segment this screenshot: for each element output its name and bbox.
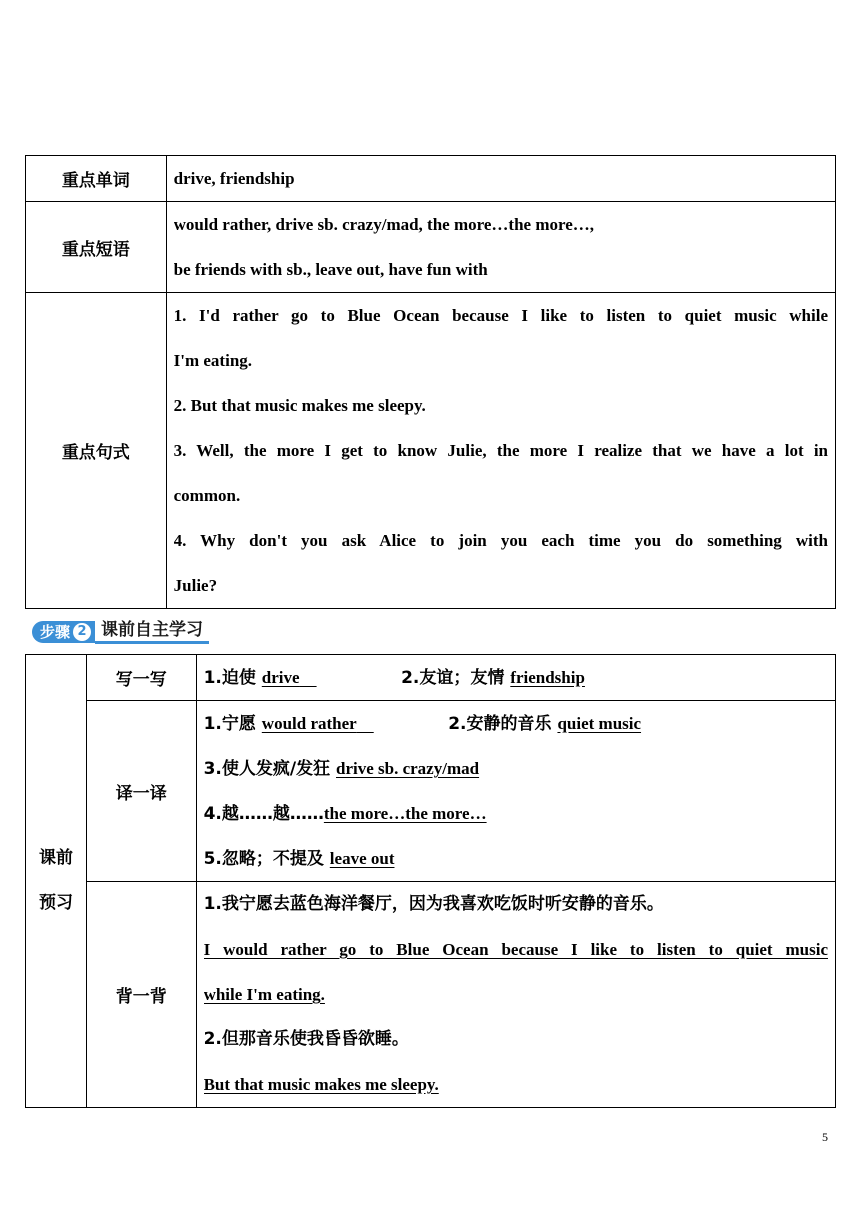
sentence-line: 3. Well, the more I get to know Julie, the more I realize that we have a lot in [173, 441, 828, 460]
translate-answer-3: drive sb. crazy/mad [336, 759, 480, 778]
translate-label: 译一译 [86, 701, 196, 882]
step-badge [32, 621, 95, 643]
section-label-line-2: 预习 [38, 893, 73, 913]
table-row [26, 701, 836, 882]
step-number: 2 [73, 623, 91, 641]
sentence-line: 4. Why don't you ask Alice to join you each time you do something with [173, 531, 828, 550]
write-label: 写一写 [86, 655, 196, 701]
section-label [26, 655, 87, 1108]
translate-answer-1: would rather [261, 714, 357, 733]
translate-prompt-4: 4.越……越…… [203, 804, 324, 824]
row-label-phrases: 重点短语 [26, 202, 167, 293]
sentence-line: Julie? [173, 576, 218, 595]
table-row [26, 882, 836, 1108]
phrases-line-2: be friends with sb., leave out, have fun with [173, 260, 488, 279]
sentence-line: 1. I'd rather go to Blue Ocean because I like to listen to quiet music while [173, 306, 828, 325]
sentence-line: 2. But that music makes me sleepy. [173, 396, 426, 415]
write-prompt-1: 1.迫使 [203, 668, 262, 688]
translate-prompt-3: 3.使人发疯/发狂 [203, 759, 336, 779]
table-row [26, 655, 836, 701]
step-prefix: 步骤 [40, 623, 71, 641]
write-prompt-2: 2.友谊；友情 [401, 668, 511, 688]
section-label-line-1: 课前 [38, 848, 73, 868]
translate-prompt-2: 2.安静的音乐 [448, 714, 558, 734]
step-banner [32, 620, 209, 644]
recite-sentence-2-en: But that music makes me sleepy. [203, 1075, 439, 1094]
key-words-text: drive, friendship [173, 169, 295, 188]
phrases-line-1: would rather, drive sb. crazy/mad, the more…the more…, [173, 215, 595, 234]
key-points-table [25, 155, 836, 609]
recite-sentence-2-cn: 2.但那音乐使我昏昏欲睡。 [203, 1029, 409, 1049]
translate-prompt-1: 1.宁愿 [203, 714, 262, 734]
write-answer-1: drive [261, 668, 300, 687]
translate-prompt-5: 5.忽略；不提及 [203, 849, 330, 869]
row-label-words: 重点单词 [26, 156, 167, 202]
table-row [26, 293, 836, 609]
table-row [26, 202, 836, 293]
sentence-line: common. [173, 486, 241, 505]
recite-sentence-1-cn: 1.我宁愿去蓝色海洋餐厅，因为我喜欢吃饭时听安静的音乐。 [203, 894, 664, 914]
page-number: 5 [822, 1130, 828, 1144]
recite-sentence-1-en-line-1: I would rather go to Blue Ocean because I like to listen to quiet music [203, 940, 828, 959]
write-answer-2: friendship [510, 668, 585, 687]
step-title: 课前自主学习 [95, 620, 209, 644]
translate-answer-2: quiet music [557, 714, 642, 733]
preview-table [25, 654, 836, 1108]
recite-sentence-1-en-line-2: while I'm eating. [203, 985, 325, 1004]
sentence-line: I'm eating. [173, 351, 253, 370]
row-label-sentences: 重点句式 [26, 293, 167, 609]
recite-label: 背一背 [86, 882, 196, 1108]
table-row [26, 156, 836, 202]
translate-answer-5: leave out [329, 849, 395, 868]
translate-answer-4: the more…the more… [323, 804, 487, 823]
